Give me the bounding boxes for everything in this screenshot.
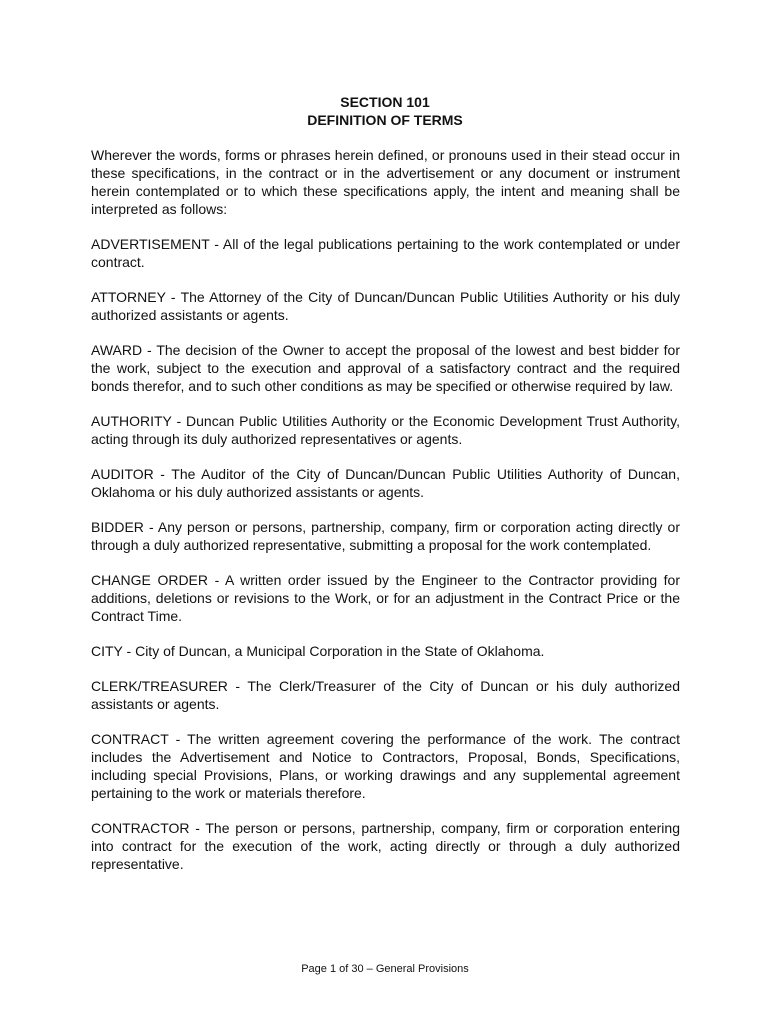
definition-authority: AUTHORITY - Duncan Public Utilities Authority or the Economic Development Trust Authority, acting through its duly authorized representatives or agents. [91, 413, 680, 447]
definition-advertisement: ADVERTISEMENT - All of the legal publications pertaining to the work contemplated or under contract. [91, 236, 680, 270]
definition-bidder: BIDDER - Any person or persons, partnership, company, firm or corporation acting directly or through a duly authorized representative, submitting a proposal for the work contemplated. [91, 519, 680, 553]
definition-contractor: CONTRACTOR - The person or persons, partnership, company, firm or corporation entering into contract for the execution of the work, acting directly or through a duly authorized representative. [91, 820, 680, 872]
definition-change-order: CHANGE ORDER - A written order issued by the Engineer to the Contractor providing for additions, deletions or revisions to the Work, or for an adjustment in the Contract Price or the Contract Time. [91, 572, 680, 624]
definition-auditor: AUDITOR - The Auditor of the City of Duncan/Duncan Public Utilities Authority of Duncan, Oklahoma or his duly authorized assistants or agents. [91, 466, 680, 500]
definition-city: CITY - City of Duncan, a Municipal Corporation in the State of Oklahoma. [91, 643, 545, 659]
intro-paragraph: Wherever the words, forms or phrases herein defined, or pronouns used in their stead occur in these specifications, in the contract or in the advertisement or any document or instrument herein contemplated or to which these specifications apply, the intent and meaning shall be interpreted as follows: [91, 147, 680, 217]
definition-contract: CONTRACT - The written agreement covering the performance of the work. The contract includes the Advertisement and Notice to Contractors, Proposal, Bonds, Specifications, including special Provisions, Plans, or working drawings and any supplemental agreement pertaining to the work or materials therefore. [91, 731, 680, 801]
section-title: DEFINITION OF TERMS [307, 112, 463, 128]
definition-attorney: ATTORNEY - The Attorney of the City of Duncan/Duncan Public Utilities Authority or his duly authorized assistants or agents. [91, 289, 680, 323]
definition-clerk-treasurer: CLERK/TREASURER - The Clerk/Treasurer of the City of Duncan or his duly authorized assistants or agents. [91, 678, 680, 712]
document-body [91, 146, 680, 890]
definition-award: AWARD - The decision of the Owner to accept the proposal of the lowest and best bidder for the work, subject to the execution and approval of a satisfactory contract and the required bonds therefor, and to such other conditions as may be specified or otherwise required by law. [91, 342, 680, 394]
page-footer: Page 1 of 30 – General Provisions [301, 963, 469, 975]
section-number: SECTION 101 [340, 94, 430, 110]
